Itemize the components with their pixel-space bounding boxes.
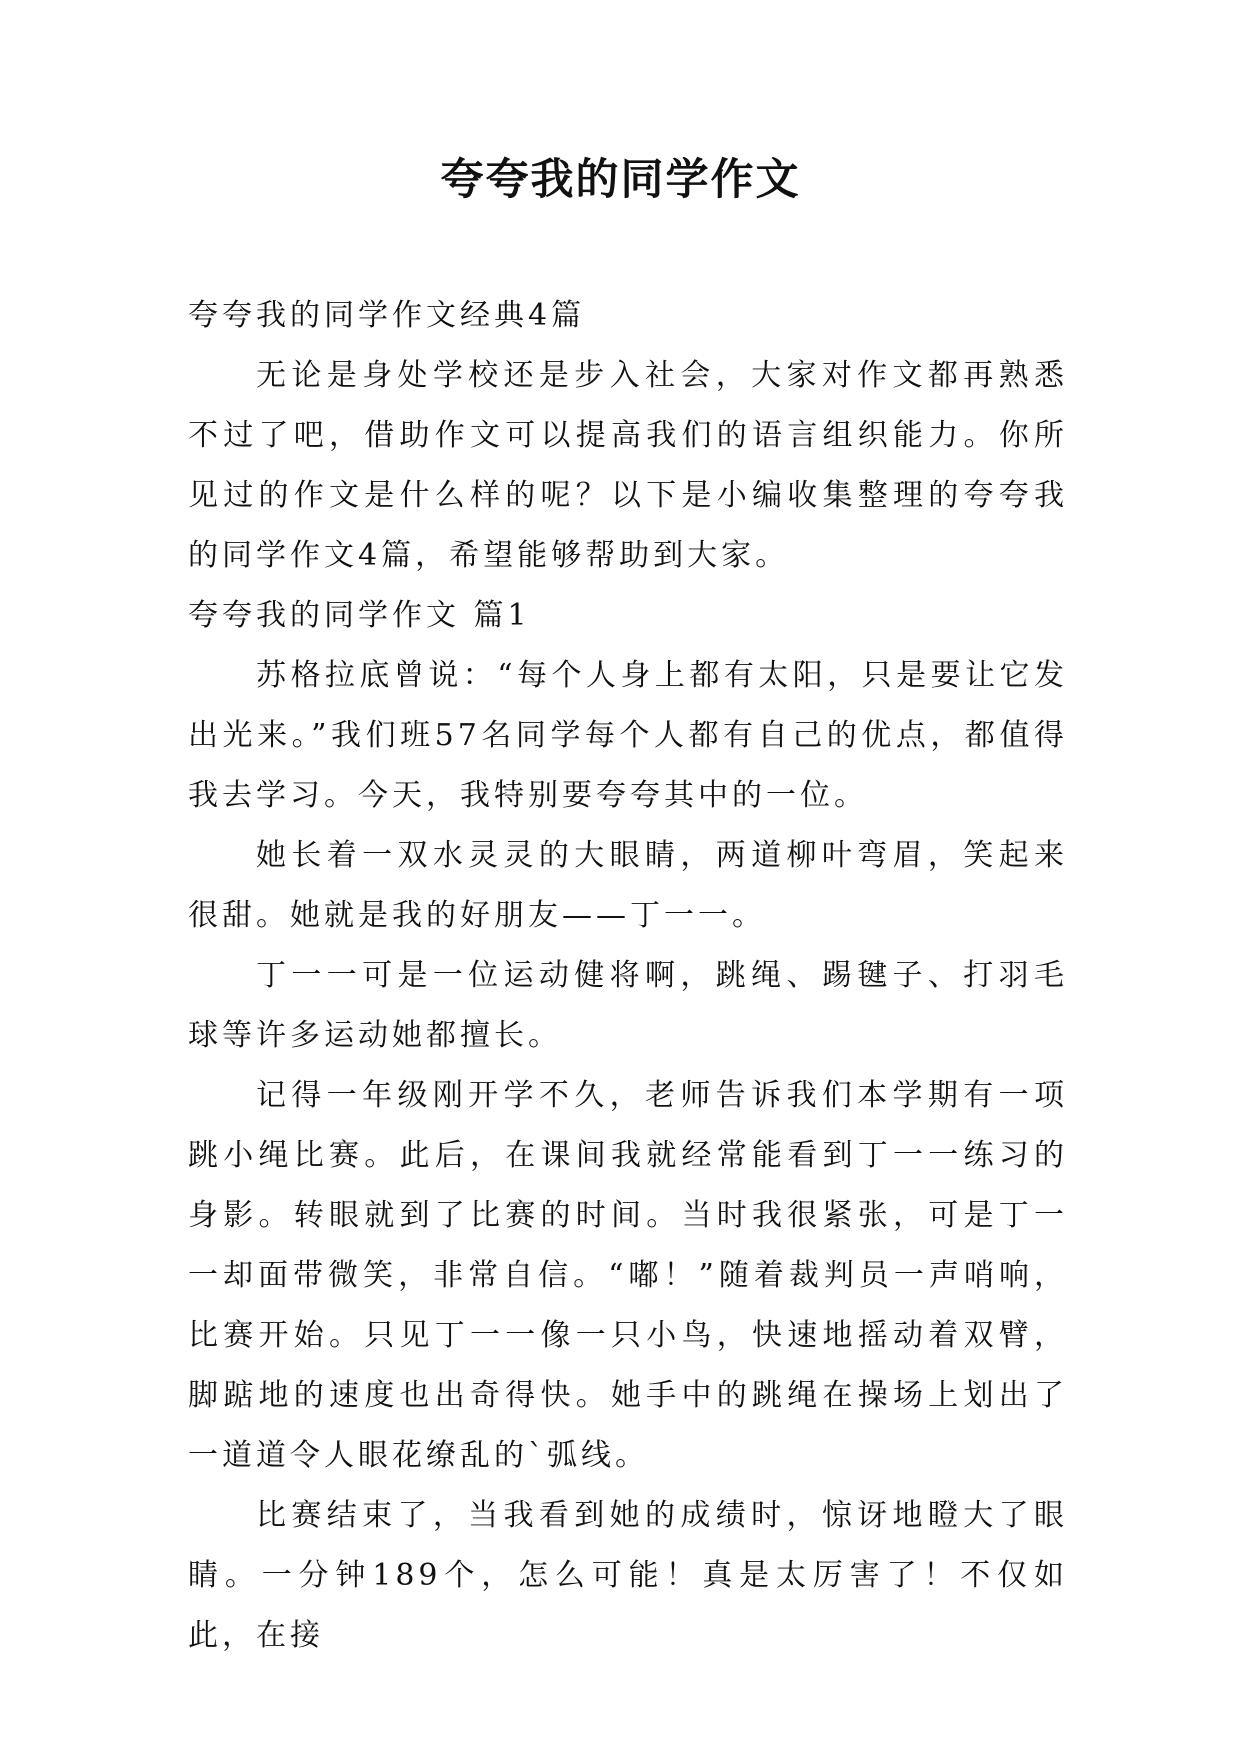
- section-heading: 夸夸我的同学作文 篇1: [188, 598, 531, 633]
- document-subtitle: 夸夸我的同学作文经典4篇: [188, 298, 586, 333]
- intro-paragraph: 无论是身处学校还是步入社会，大家对作文都再熟悉不过了吧，借助作文可以提高我们的语言组织能力。你所见过的作文是什么样的呢？以下是小编收集整理的夸夸我的同学作文4篇，希望能够帮助到大家。: [188, 358, 1068, 573]
- essay-paragraph-5: 比赛结束了，当我看到她的成绩时，惊讶地瞪大了眼睛。一分钟189个，怎么可能！真是太厉害了！不仅如此，在接: [188, 1498, 1068, 1653]
- essay-paragraph-3: 丁一一可是一位运动健将啊，跳绳、踢毽子、打羽毛球等许多运动她都擅长。: [188, 958, 1068, 1053]
- essay-paragraph-1: 苏格拉底曾说：“每个人身上都有太阳，只是要让它发出光来。”我们班57名同学每个人都有自己的优点，都值得我去学习。今天，我特别要夸夸其中的一位。: [188, 658, 1068, 813]
- document-title: 夸夸我的同学作文: [440, 155, 801, 205]
- essay-paragraph-4: 记得一年级刚开学不久，老师告诉我们本学期有一项跳小绳比赛。此后，在课间我就经常能看到丁一一练习的身影。转眼就到了比赛的时间。当时我很紧张，可是丁一一却面带微笑，非常自信。“嘟！”随着裁判员一声哨响，比赛开始。只见丁一一像一只小鸟，快速地摇动着双臂，脚踮地的速度也出奇得快。她手中的跳绳在操场上划出了一道道令人眼花缭乱的`弧线。: [188, 1078, 1068, 1473]
- essay-paragraph-2: 她长着一双水灵灵的大眼睛，两道柳叶弯眉，笑起来很甜。她就是我的好朋友——丁一一。: [188, 838, 1068, 933]
- document-body: [188, 286, 1068, 1666]
